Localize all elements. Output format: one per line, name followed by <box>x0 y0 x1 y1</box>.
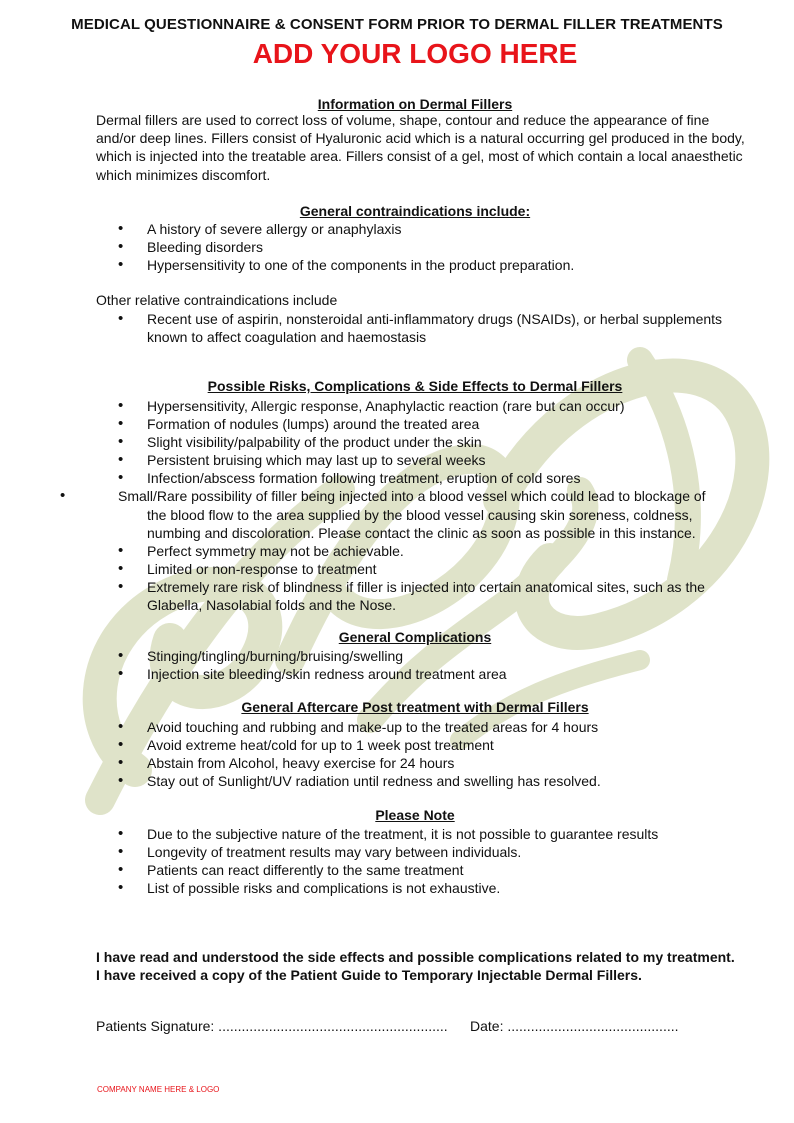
logo-placeholder: ADD YOUR LOGO HERE <box>252 38 578 69</box>
aftercare-list <box>118 718 738 790</box>
list-item: • Stinging/tingling/burning/bruising/swelling <box>118 647 738 665</box>
list-item: • Bleeding disorders <box>118 238 738 256</box>
list-item: • Perfect symmetry may not be achievable. <box>118 542 728 560</box>
risks-heading: Possible Risks, Complications & Side Effects to Dermal Fillers <box>207 378 623 394</box>
list-item: • Patients can react differently to the same treatment <box>118 861 738 879</box>
aftercare-heading: General Aftercare Post treatment with Dermal Fillers <box>241 699 589 715</box>
signature-row <box>96 1018 679 1034</box>
form-title: MEDICAL QUESTIONNAIRE & CONSENT FORM PRIOR TO DERMAL FILLER TREATMENTS <box>71 16 723 33</box>
list-item: • Extremely rare risk of blindness if filler is injected into certain anatomical sites, such as the Glabella, Nasolabial folds and the Nose. <box>118 578 728 614</box>
list-item: • Injection site bleeding/skin redness around treatment area <box>118 665 738 683</box>
list-item: • Slight visibility/palpability of the product under the skin <box>118 433 728 451</box>
list-item: • Due to the subjective nature of the treatment, it is not possible to guarantee results <box>118 825 738 843</box>
list-item: • Small/Rare possibility of filler being injected into a blood vessel which could lead to blockage of the blood flow to the area supplied by the blood vessel causing skin soreness, coldness, numbing and discoloration. Please contact the clinic as soon as possible in this instance. <box>89 487 728 541</box>
please-note-list <box>118 825 738 897</box>
list-item: • Avoid touching and rubbing and make-up to the treated areas for 4 hours <box>118 718 738 736</box>
complications-list <box>118 647 738 683</box>
contraindications-list <box>118 220 738 274</box>
list-item: • Infection/abscess formation following treatment, eruption of cold sores <box>118 469 728 487</box>
list-item: • Limited or non-response to treatment <box>118 560 728 578</box>
complications-heading: General Complications <box>338 629 492 645</box>
list-item: • Abstain from Alcohol, heavy exercise for 24 hours <box>118 754 738 772</box>
relative-contraindications-intro: Other relative contraindications include <box>96 292 338 308</box>
list-item: • Formation of nodules (lumps) around the treated area <box>118 415 728 433</box>
list-item: • A history of severe allergy or anaphylaxis <box>118 220 738 238</box>
company-footer: COMPANY NAME HERE & LOGO <box>97 1085 220 1094</box>
date-field[interactable]: Date: ............................................ <box>470 1018 679 1034</box>
list-item: • Longevity of treatment results may vary between individuals. <box>118 843 738 861</box>
signature-field[interactable]: Patients Signature: ........................................................... <box>96 1018 448 1034</box>
list-item: • Avoid extreme heat/cold for up to 1 week post treatment <box>118 736 738 754</box>
information-body: Dermal fillers are used to correct loss of volume, shape, contour and reduce the appearance of fine and/or deep lines. Fillers consist of Hyaluronic acid which is a natural occurring gel produced in the body, which is injected into the treatable area. Fillers consist of a gel, most of which contain a local anaesthetic which minimizes discomfort. <box>96 112 745 183</box>
list-item: • Hypersensitivity, Allergic response, Anaphylactic reaction (rare but can occur) <box>118 397 728 415</box>
relative-contraindications-list <box>118 310 728 346</box>
please-note-heading: Please Note <box>375 807 455 823</box>
list-item: • Hypersensitivity to one of the components in the product preparation. <box>118 256 738 274</box>
list-item: • Persistent bruising which may last up to several weeks <box>118 451 728 469</box>
declaration-line-1: I have read and understood the side effects and possible complications related to my treatment. <box>96 949 735 965</box>
risks-list <box>118 397 728 614</box>
declaration-line-2: I have received a copy of the Patient Guide to Temporary Injectable Dermal Fillers. <box>96 967 642 983</box>
list-item: • List of possible risks and complications is not exhaustive. <box>118 879 738 897</box>
list-item: • Recent use of aspirin, nonsteroidal anti-inflammatory drugs (NSAIDs), or herbal supplements known to affect coagulation and haemostasis <box>118 310 728 346</box>
list-item: • Stay out of Sunlight/UV radiation until redness and swelling has resolved. <box>118 772 738 790</box>
information-heading: Information on Dermal Fillers <box>317 96 513 112</box>
contraindications-heading: General contraindications include: <box>299 203 531 219</box>
